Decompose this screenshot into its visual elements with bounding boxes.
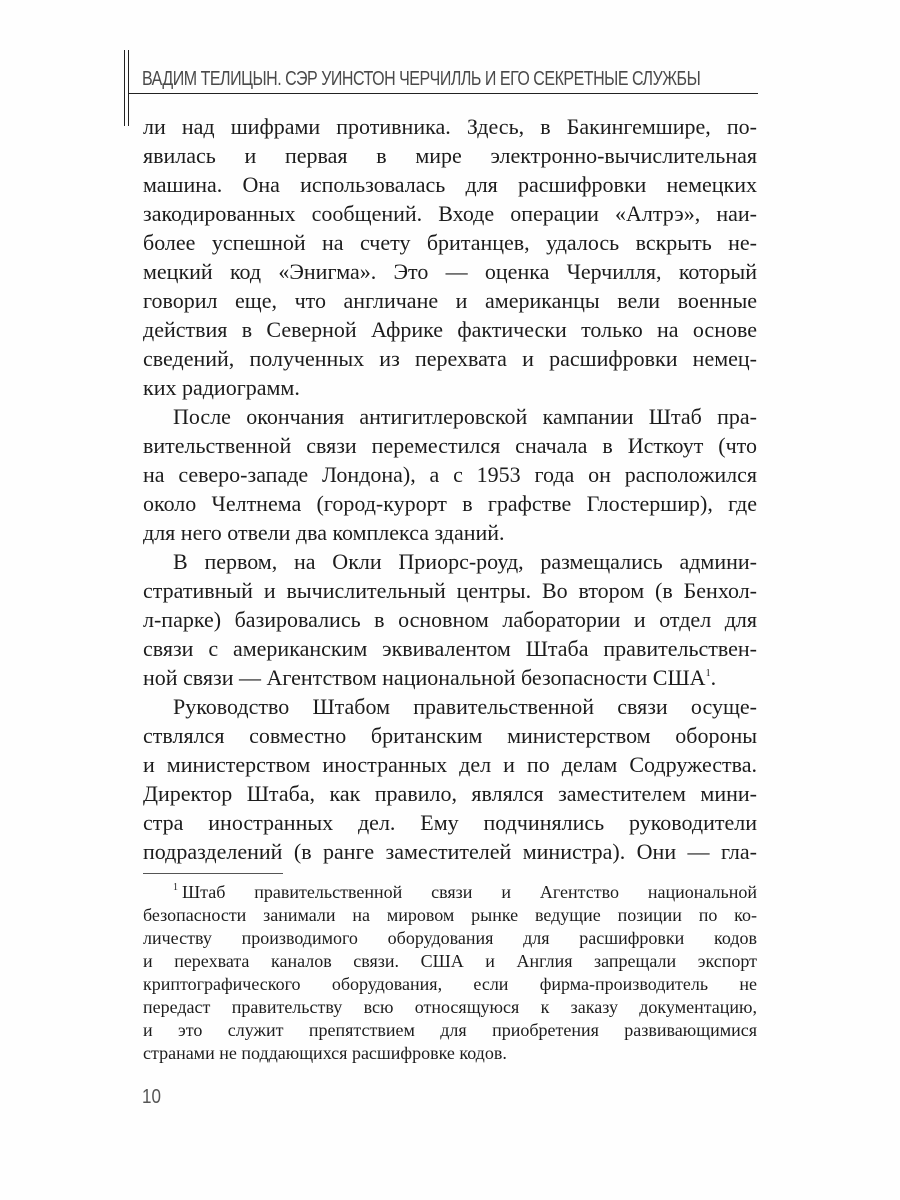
text-line: явилась и первая в мире электронно-вычислительная: [143, 143, 757, 168]
running-header-title: ВАДИМ ТЕЛИЦЫН. СЭР УИНСТОН ЧЕРЧИЛЛЬ И ЕГО СЕКРЕТНЫЕ СЛУЖБЫ: [142, 68, 701, 90]
paragraph-start-line: В первом, на Окли Приорс-роуд, размещались админи-: [173, 549, 757, 574]
text-line: машина. Она использовалась для расшифровки немецких: [143, 172, 757, 197]
paragraph-start-line: Руководство Штабом правительственной связи осуще-: [173, 694, 757, 719]
text-line: на северо-западе Лондона), а с 1953 года он расположился: [143, 462, 757, 487]
header-vertical-rule-left: [124, 50, 125, 126]
footnote-separator: [143, 873, 283, 874]
text-line: ких радиограмм.: [143, 375, 300, 400]
header-horizontal-rule: [128, 93, 758, 94]
footnote-line: и перехвата каналов связи. США и Англия запрещали экспорт: [143, 951, 757, 971]
sentence-period: .: [710, 665, 717, 690]
footnote-line: безопасности занимали на мировом рынке ведущие позиции по ко-: [143, 905, 757, 925]
text-line: для него отвели два комплекса зданий.: [143, 520, 505, 545]
text-line: сведений, полученных из перехвата и расшифровки немец-: [143, 346, 757, 371]
footnote-reference[interactable]: 1: [705, 668, 711, 679]
footnote-line: личеству производимого оборудования для расшифровки кодов: [143, 928, 757, 948]
text-line: связи с американским эквивалентом Штаба правительствен-: [143, 636, 757, 661]
text-line: л-парке) базировались в основном лаборатории и отдел для: [143, 607, 757, 632]
main-text: [143, 112, 757, 866]
footnote-line-content: Штаб правительственной связи и Агентство национальной: [182, 882, 757, 902]
footnote: [143, 881, 757, 1065]
text-line: подразделений (в ранге заместителей министра). Они — гла-: [143, 839, 757, 864]
footnote-line: передаст правительству всю относящуюся к заказу документацию,: [143, 997, 757, 1017]
text-line: и министерством иностранных дел и по делам Содружества.: [143, 752, 757, 777]
header-vertical-rule-right: [128, 50, 129, 126]
text-line: вительственной связи переместился сначала в Исткоут (что: [143, 433, 757, 458]
text-line: закодированных сообщений. Входе операции «Алтрэ», наи-: [143, 201, 757, 226]
text-line: стративный и вычислительный центры. Во втором (в Бенхол-: [143, 578, 757, 603]
text-line: стра иностранных дел. Ему подчинялись руководители: [143, 810, 757, 835]
footnote-first-line: [143, 881, 757, 904]
text-line: Директор Штаба, как правило, являлся заместителем мини-: [143, 781, 757, 806]
text-line-with-footnote-ref: [143, 663, 757, 692]
footnote-line: странами не поддающихся расшифровке кодов.: [143, 1043, 507, 1063]
paragraph-start-line: После окончания антигитлеровской кампании Штаб пра-: [173, 404, 757, 429]
text-line: около Челтнема (город-курорт в графстве Глостершир), где: [143, 491, 757, 516]
footnote-line: и это служит препятствием для приобретения развивающимися: [143, 1020, 757, 1040]
text-line: мецкий код «Энигма». Это — оценка Черчилля, который: [143, 259, 757, 284]
text-line: говорил еще, что англичане и американцы вели военные: [143, 288, 757, 313]
text-line: действия в Северной Африке фактически только на основе: [143, 317, 757, 342]
footnote-marker: 1: [173, 882, 178, 893]
text-line: ли над шифрами противника. Здесь, в Бакингемшире, по-: [143, 114, 757, 139]
text-line: более успешной на счету британцев, удалось вскрыть не-: [143, 230, 757, 255]
text-line: ствлялся совместно британским министерством обороны: [143, 723, 757, 748]
text-line-content: ной связи — Агентством национальной безопасности США: [143, 665, 706, 690]
footnote-line: криптографического оборудования, если фирма-производитель не: [143, 974, 757, 994]
page-number: 10: [142, 1086, 161, 1108]
